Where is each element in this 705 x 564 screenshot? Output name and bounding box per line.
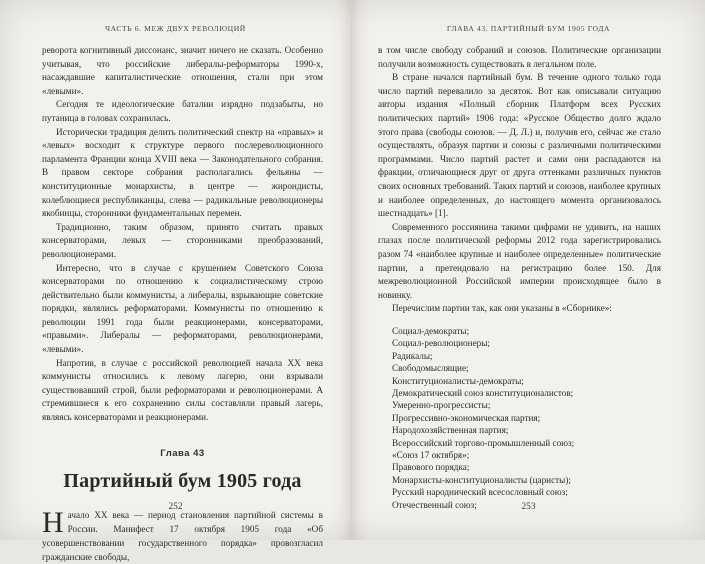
party-item: Народохозяйственная партия; xyxy=(392,425,509,436)
chapter-number: Глава 43 xyxy=(160,447,205,459)
party-item: Социал-революционеры; xyxy=(392,338,490,349)
right-page xyxy=(352,0,705,540)
party-item: Конституционалисты-демократы; xyxy=(392,375,524,386)
paragraph: В стране начался партийный бум. В течение одного только года число партий перевалило за десяток. Вот как описывали ситуацию авторы издания «Полный сборник Платформ всех Русских политических партий» 1906 года: «Русское Общество долго ждало этого права (свободы союзов. — Д. Л.) и, получив его, сейчас же стало осуществлять, образуя партии и союзы с различными политическими программами. Число партий растет и сами они распадаются на фракции, отличающиеся друг от друга оттенками различных пунктов своих основных требований. Таких партий и союзов, наиболее крупных и наиболее определенных, до настоящего момента организовалось шестнадцать» [1]. xyxy=(378,72,661,219)
paragraph: Интересно, что в случае с крушением Советского Союза консерваторами по отношению к социалистическому строю действительно были коммунисты, а либералы, взрывающие советские порядки, являлись реформаторами. Коммунисты по отношению к революции 1991 года были реакционерами, консерваторами, «правыми». Либералы — реформаторами, революционерами, «левыми». xyxy=(42,262,323,355)
party-item: Умеренно-прогрессисты; xyxy=(392,400,491,411)
paragraph: Напротив, в случае с российской революцией начала XX века коммунисты относились к левому лагерю, они взрывали существовавший строй, были реформаторами и революционерами. А стремившиеся к его сохранению силы составляли правый лагерь, являясь консерваторами и реакционерами. xyxy=(42,357,323,423)
paragraph: Перечислим партии так, как они указаны в «Сборнике»: xyxy=(392,303,612,314)
right-page-textblock xyxy=(378,44,661,511)
paragraph: в том числе свободу собраний и союзов. Политические организации получили возможность существовать в легальном поле. xyxy=(378,45,661,69)
party-item: Правового порядка; xyxy=(392,462,470,473)
party-item: Прогрессивно-экономическая партия; xyxy=(392,412,541,423)
chapter-title: Партийный бум 1905 года xyxy=(63,469,302,492)
drop-cap-text: ачало XX века — период становления партийной системы в России. Манифест 17 октября 1905 года «Об усовершенствовании государственного порядка» провозгласил гражданские свободы, xyxy=(42,509,323,562)
paragraph: Традиционно, таким образом, принято считать правых консерваторами, левых — сторонниками преобразований, революционерами. xyxy=(42,221,323,259)
party-item: Монархисты-конституционалисты (царисты); xyxy=(392,474,571,485)
paragraph: Сегодня те идеологические баталии изрядно подзабыты, но путаница в головах сохранилась. xyxy=(42,99,323,123)
paragraph: реворота когнитивный диссонанс, значит ничего не сказать. Особенно учитывая, что российские либералы-реформаторы 1990-х, насаждавшие капиталистические отношения, стали при этом «левыми». xyxy=(42,45,323,96)
list-gap xyxy=(378,316,661,325)
left-page-paragraphs xyxy=(42,44,323,425)
page-number-left: 252 xyxy=(168,502,183,512)
party-item: Социал-демократы; xyxy=(392,325,470,336)
right-page-paragraphs xyxy=(378,44,661,316)
chapter-heading xyxy=(42,448,323,493)
party-item: Русский народнический всесословный союз; xyxy=(392,487,568,498)
left-page-textblock xyxy=(42,44,323,564)
party-item: Всероссийский торгово-промышленный союз; xyxy=(392,437,575,448)
running-header-right: ГЛАВА 43. ПАРТИЙНЫЙ БУМ 1905 ГОДА xyxy=(446,24,611,33)
party-item: Свободомыслящие; xyxy=(392,363,469,374)
party-item: Отечественный союз; xyxy=(392,499,477,510)
running-header-left: ЧАСТЬ 6. МЕЖ ДВУХ РЕВОЛЮЦИЙ xyxy=(105,24,246,33)
party-item: Радикалы; xyxy=(392,350,433,361)
party-item: «Союз 17 октября»; xyxy=(392,449,470,460)
page-number-right: 253 xyxy=(521,502,536,512)
paragraph: Исторически традиция делить политический спектр на «правых» и «левых» восходит к структуре первого послереволюционного парламента Франции конца XVIII века — Законодательного собрания. В правом секторе собрания располагались фельяны — конституционные монархисты, в центре — жирондисты, колеблющиеся республиканцы, слева — радикальные революционеры якобинцы, сторонники фундаментальных перемен. xyxy=(42,126,323,219)
left-page xyxy=(0,0,352,562)
drop-cap: Н xyxy=(42,505,64,539)
party-item: Демократический союз конституционалистов; xyxy=(392,387,574,398)
party-list xyxy=(378,325,661,511)
paragraph: Современного россиянина такими цифрами не удивить, на наших глазах после политической реформы 2012 года зарегистрировались разом 74 «наиболее крупные и наиболее определенные» политические партии, а претендовало на регистрацию более 150. Для межреволюционной Российской империи происходящее было в новинку. xyxy=(378,221,661,300)
